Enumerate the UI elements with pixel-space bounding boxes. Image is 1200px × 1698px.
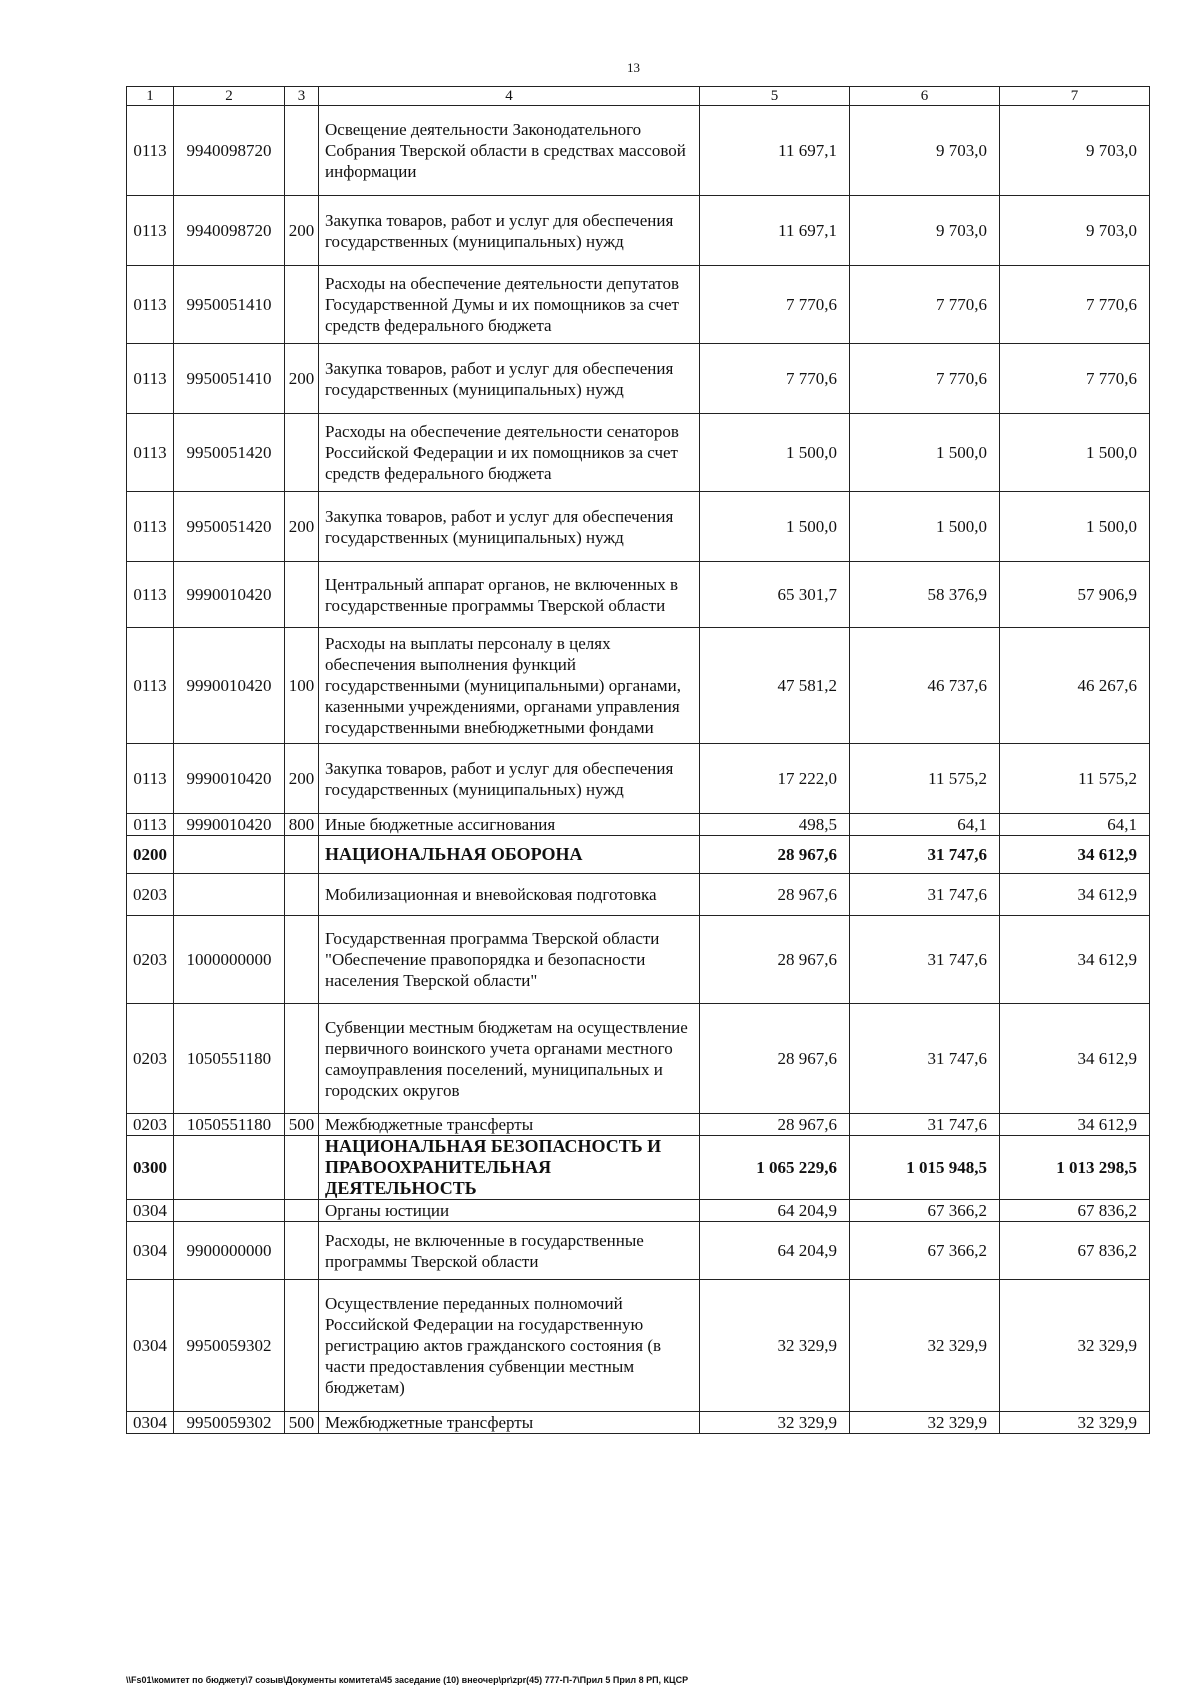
expense-name: Расходы на обеспечение деятельности сенаторов Российской Федерации и их помощников за счет средств федерального бюджета [319,414,700,492]
section-code: 0113 [127,492,174,562]
amount-col-6: 31 747,6 [850,1114,1000,1136]
target-article-code: 9990010420 [174,744,285,814]
expense-type-code [285,1004,319,1114]
file-path-footer: \\Fs01\комитет по бюджету\7 созыв\Документы комитета\45 заседание (10) внеочер\pr\zpr(45) 777-П-7\Прил 5 Прил 8 РП, КЦСР [126,1675,689,1685]
expense-name: Расходы, не включенные в государственные программы Тверской области [319,1222,700,1280]
expense-name: Закупка товаров, работ и услуг для обеспечения государственных (муниципальных) нужд [319,492,700,562]
amount-col-5: 28 967,6 [700,1114,850,1136]
expense-name: НАЦИОНАЛЬНАЯ ОБОРОНА [319,836,700,874]
expense-type-code: 200 [285,492,319,562]
amount-col-5: 498,5 [700,814,850,836]
expense-name: Мобилизационная и вневойсковая подготовка [319,874,700,916]
target-article-code: 1050551180 [174,1004,285,1114]
amount-col-6: 31 747,6 [850,836,1000,874]
table-row [127,492,1150,562]
table-row [127,1412,1150,1434]
amount-col-6: 67 366,2 [850,1222,1000,1280]
expense-type-code [285,1136,319,1200]
amount-col-6: 7 770,6 [850,344,1000,414]
section-code: 0304 [127,1200,174,1222]
table-row [127,836,1150,874]
column-header: 1 [127,87,174,106]
section-code: 0203 [127,1004,174,1114]
expense-type-code [285,562,319,628]
amount-col-7: 32 329,9 [1000,1412,1150,1434]
target-article-code: 9950051410 [174,266,285,344]
target-article-code [174,1136,285,1200]
target-article-code [174,874,285,916]
table-row [127,106,1150,196]
table-row [127,628,1150,744]
amount-col-6: 31 747,6 [850,874,1000,916]
column-header: 2 [174,87,285,106]
amount-col-5: 64 204,9 [700,1222,850,1280]
section-code: 0113 [127,744,174,814]
expense-type-code [285,266,319,344]
section-code: 0113 [127,628,174,744]
amount-col-5: 17 222,0 [700,744,850,814]
expense-type-code: 100 [285,628,319,744]
expense-name: Межбюджетные трансферты [319,1114,700,1136]
expense-type-code: 500 [285,1412,319,1434]
amount-col-7: 1 013 298,5 [1000,1136,1150,1200]
amount-col-6: 32 329,9 [850,1412,1000,1434]
expense-type-code: 200 [285,744,319,814]
section-code: 0304 [127,1412,174,1434]
amount-col-7: 34 612,9 [1000,1114,1150,1136]
column-header: 7 [1000,87,1150,106]
table-row [127,196,1150,266]
amount-col-5: 32 329,9 [700,1280,850,1412]
table-row [127,1200,1150,1222]
table-row [127,1280,1150,1412]
section-code: 0304 [127,1222,174,1280]
expense-name: Субвенции местным бюджетам на осуществление первичного воинского учета органами местного самоуправления поселений, муниципальных и городских округов [319,1004,700,1114]
amount-col-6: 46 737,6 [850,628,1000,744]
target-article-code: 9950059302 [174,1280,285,1412]
amount-col-6: 7 770,6 [850,266,1000,344]
amount-col-6: 11 575,2 [850,744,1000,814]
target-article-code: 9940098720 [174,196,285,266]
expense-name: Закупка товаров, работ и услуг для обеспечения государственных (муниципальных) нужд [319,196,700,266]
amount-col-7: 1 500,0 [1000,492,1150,562]
amount-col-5: 1 500,0 [700,414,850,492]
table-row [127,916,1150,1004]
amount-col-7: 67 836,2 [1000,1222,1150,1280]
amount-col-5: 47 581,2 [700,628,850,744]
target-article-code [174,836,285,874]
target-article-code: 9940098720 [174,106,285,196]
amount-col-7: 7 770,6 [1000,266,1150,344]
amount-col-7: 57 906,9 [1000,562,1150,628]
target-article-code: 9950059302 [174,1412,285,1434]
amount-col-7: 34 612,9 [1000,836,1150,874]
amount-col-5: 7 770,6 [700,266,850,344]
amount-col-5: 28 967,6 [700,916,850,1004]
target-article-code: 9950051420 [174,492,285,562]
section-code: 0304 [127,1280,174,1412]
column-header: 6 [850,87,1000,106]
target-article-code: 9990010420 [174,628,285,744]
section-code: 0113 [127,196,174,266]
table-row [127,266,1150,344]
expense-name: Осуществление переданных полномочий Российской Федерации на государственную регистрацию актов гражданского состояния (в части предоставления субвенции местным бюджетам) [319,1280,700,1412]
section-code: 0300 [127,1136,174,1200]
expense-type-code [285,874,319,916]
section-code: 0203 [127,1114,174,1136]
expense-type-code [285,1200,319,1222]
table-row [127,814,1150,836]
table-row [127,1136,1150,1200]
amount-col-7: 34 612,9 [1000,916,1150,1004]
amount-col-7: 34 612,9 [1000,874,1150,916]
expense-name: Государственная программа Тверской области "Обеспечение правопорядка и безопасности населения Тверской области" [319,916,700,1004]
amount-col-5: 28 967,6 [700,874,850,916]
table-row [127,344,1150,414]
table-row [127,414,1150,492]
expense-name: Закупка товаров, работ и услуг для обеспечения государственных (муниципальных) нужд [319,744,700,814]
expense-name: НАЦИОНАЛЬНАЯ БЕЗОПАСНОСТЬ И ПРАВООХРАНИТЕЛЬНАЯ ДЕЯТЕЛЬНОСТЬ [319,1136,700,1200]
table-row [127,744,1150,814]
amount-col-5: 65 301,7 [700,562,850,628]
amount-col-7: 9 703,0 [1000,196,1150,266]
amount-col-7: 1 500,0 [1000,414,1150,492]
expense-name: Иные бюджетные ассигнования [319,814,700,836]
amount-col-5: 1 065 229,6 [700,1136,850,1200]
column-header: 5 [700,87,850,106]
target-article-code: 9950051410 [174,344,285,414]
amount-col-5: 11 697,1 [700,106,850,196]
table-header-row [127,87,1150,106]
table-row [127,1004,1150,1114]
section-code: 0113 [127,814,174,836]
section-code: 0200 [127,836,174,874]
target-article-code: 1000000000 [174,916,285,1004]
amount-col-6: 32 329,9 [850,1280,1000,1412]
expense-type-code: 500 [285,1114,319,1136]
amount-col-6: 9 703,0 [850,106,1000,196]
expense-type-code [285,1222,319,1280]
section-code: 0113 [127,344,174,414]
section-code: 0113 [127,562,174,628]
amount-col-5: 7 770,6 [700,344,850,414]
target-article-code [174,1200,285,1222]
table-row [127,562,1150,628]
table-row [127,1114,1150,1136]
amount-col-5: 28 967,6 [700,1004,850,1114]
expense-name: Расходы на обеспечение деятельности депутатов Государственной Думы и их помощников за счет средств федерального бюджета [319,266,700,344]
expense-name: Расходы на выплаты персоналу в целях обеспечения выполнения функций государственными (муниципальными) органами, казенными учреждениями, органами управления государственными внебюджетными фондами [319,628,700,744]
amount-col-6: 58 376,9 [850,562,1000,628]
expense-type-code: 200 [285,344,319,414]
amount-col-6: 67 366,2 [850,1200,1000,1222]
amount-col-5: 32 329,9 [700,1412,850,1434]
expense-type-code [285,836,319,874]
expense-name: Освещение деятельности Законодательного Собрания Тверской области в средствах массовой информации [319,106,700,196]
section-code: 0203 [127,874,174,916]
amount-col-5: 28 967,6 [700,836,850,874]
expense-type-code [285,1280,319,1412]
page-number: 13 [627,60,640,75]
amount-col-5: 1 500,0 [700,492,850,562]
expense-type-code [285,106,319,196]
amount-col-7: 67 836,2 [1000,1200,1150,1222]
amount-col-6: 31 747,6 [850,1004,1000,1114]
expense-type-code [285,414,319,492]
amount-col-5: 64 204,9 [700,1200,850,1222]
target-article-code: 1050551180 [174,1114,285,1136]
column-header: 4 [319,87,700,106]
amount-col-7: 34 612,9 [1000,1004,1150,1114]
amount-col-7: 46 267,6 [1000,628,1150,744]
amount-col-6: 1 500,0 [850,414,1000,492]
expense-name: Закупка товаров, работ и услуг для обеспечения государственных (муниципальных) нужд [319,344,700,414]
expense-type-code: 800 [285,814,319,836]
table-row [127,1222,1150,1280]
amount-col-5: 11 697,1 [700,196,850,266]
amount-col-7: 7 770,6 [1000,344,1150,414]
expense-name: Межбюджетные трансферты [319,1412,700,1434]
target-article-code: 9950051420 [174,414,285,492]
table-row [127,874,1150,916]
target-article-code: 9990010420 [174,814,285,836]
section-code: 0113 [127,414,174,492]
section-code: 0113 [127,266,174,344]
expense-name: Органы юстиции [319,1200,700,1222]
amount-col-7: 11 575,2 [1000,744,1150,814]
column-header: 3 [285,87,319,106]
amount-col-7: 9 703,0 [1000,106,1150,196]
amount-col-6: 9 703,0 [850,196,1000,266]
amount-col-6: 1 015 948,5 [850,1136,1000,1200]
section-code: 0113 [127,106,174,196]
expense-name: Центральный аппарат органов, не включенных в государственные программы Тверской области [319,562,700,628]
expense-type-code [285,916,319,1004]
amount-col-6: 31 747,6 [850,916,1000,1004]
section-code: 0203 [127,916,174,1004]
target-article-code: 9900000000 [174,1222,285,1280]
expense-type-code: 200 [285,196,319,266]
amount-col-7: 64,1 [1000,814,1150,836]
amount-col-6: 1 500,0 [850,492,1000,562]
amount-col-6: 64,1 [850,814,1000,836]
amount-col-7: 32 329,9 [1000,1280,1150,1412]
target-article-code: 9990010420 [174,562,285,628]
budget-table [126,86,1150,1434]
